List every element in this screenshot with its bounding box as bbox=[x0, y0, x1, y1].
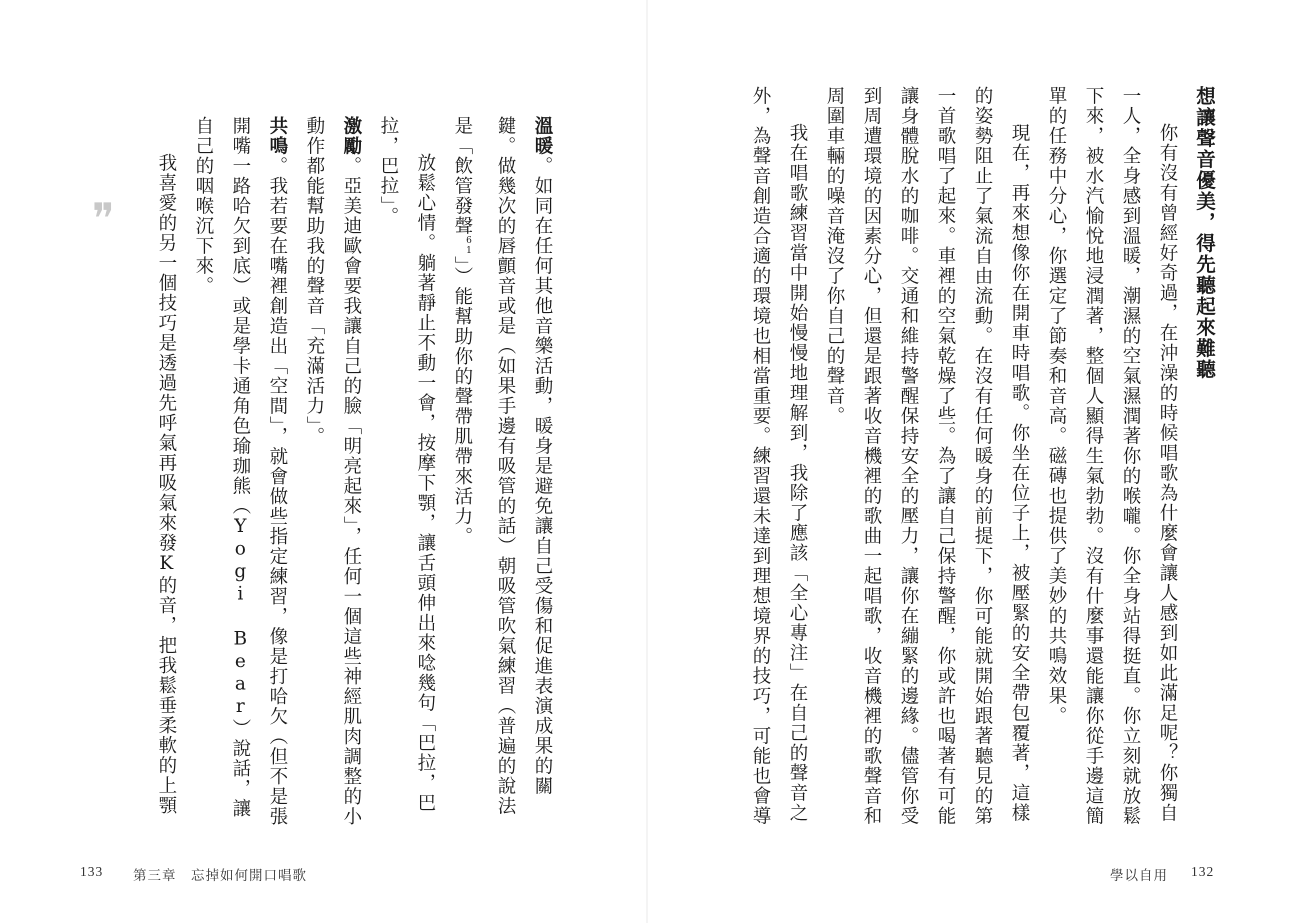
right-page-number: 132 bbox=[1191, 864, 1215, 879]
energize-label: 激勵 bbox=[340, 116, 362, 156]
technique-paragraph: 我喜愛的另一個技巧是透過先呼氣再吸氣來發K的音，把我鬆垂柔軟的上顎 bbox=[155, 153, 177, 816]
left-page bbox=[0, 0, 647, 923]
left-page-body bbox=[141, 116, 561, 828]
relax-paragraph: 放鬆心情。躺著靜止不動一會，按摩下顎，讓舌頭伸出來唸幾句「巴拉，巴拉，巴拉」。 bbox=[377, 116, 436, 813]
energize-paragraph bbox=[296, 116, 370, 828]
right-running-title: 學以自用 bbox=[1110, 868, 1168, 883]
body-paragraph-3 bbox=[745, 86, 816, 828]
section-heading: 想讓聲音優美，得先聽起來難聽 bbox=[1193, 86, 1216, 380]
energize-text: 。亞美迪歐會要我讓自己的臉「明亮起來」，任何一個這些神經肌肉調整的小動作都能幫助我的聲音「充滿活力」。 bbox=[303, 116, 362, 827]
left-running-title: 第三章 忘掉如何開口唱歌 bbox=[133, 868, 307, 883]
warm-text-1: 。如同在任何其他音樂活動，暖身是避免讓自己受傷和促進表演成果的關鍵。做幾次的唇顫音或是（如果手邊有吸管的話）朝吸管吹氣練習（普遍的說法是「飲管發聲 bbox=[451, 116, 553, 816]
right-page bbox=[648, 0, 1295, 923]
warm-text-2: 」）能幫助你的聲帶肌帶來活力。 bbox=[451, 256, 473, 547]
closing-quote-mark: ❞ bbox=[92, 194, 115, 243]
resonance-label: 共鳴 bbox=[266, 116, 288, 156]
body-paragraph-3-text: 我在唱歌練習當中開始慢慢地理解到，我除了應該「全心專注」在自己的聲音之外，為聲音創造合適的環境也相當重要。練習還未達到理想境界的技巧，可能也會導 bbox=[750, 86, 808, 826]
warm-label: 溫暖 bbox=[532, 116, 553, 156]
warm-paragraph bbox=[444, 116, 561, 828]
body-paragraph-1: 你有沒有曾經好奇過，在沖澡的時候唱歌為什麼會讓人感到如此滿足呢？你獨自一人，全身感到溫暖，潮濕的空氣濕潤著你的喉嚨。你全身站得挺直。你立刻就放鬆下來，被水汽愉悅地浸潤著，整個人顯得生氣勃勃。沒有什麼事還能讓你從手邊這簡單的任務中分心，你選定了節奏和音高。磁磚也提供了美妙的共鳴效果。 bbox=[1046, 86, 1178, 826]
right-page-body bbox=[745, 86, 1223, 828]
left-page-number: 133 bbox=[80, 864, 104, 879]
body-paragraph-2: 現在，再來想像你在開車時唱歌。你坐在位子上，被壓緊的安全帶包覆著，這樣的姿勢阻止了氣流自由流動。在沒有任何暖身的前提下，你可能就開始跟著聽見的第一首歌唱了起來。車裡的空氣乾燥了些。為了讓自己保持警醒，你或許也喝著有可能讓身體脫水的咖啡。交通和維持警醒保持安全的壓力，讓你在繃緊的邊緣。儘管你受到周遭環境的因素分心，但還是跟著收音機裡的歌曲一起唱歌，收音機裡的歌聲音和周圍車輛的噪音淹沒了你自己的聲音。 bbox=[824, 86, 1030, 826]
resonance-paragraph bbox=[185, 116, 296, 828]
resonance-text: 。我若要在嘴裡創造出「空間」，就會做些指定練習，像是打哈欠（但不是張開嘴一路哈欠到底）或是學卡通角色瑜珈熊（Yogi Bear）說話，讓自己的咽喉沉下來。 bbox=[192, 116, 288, 827]
footnote-61: 61 bbox=[464, 236, 474, 256]
